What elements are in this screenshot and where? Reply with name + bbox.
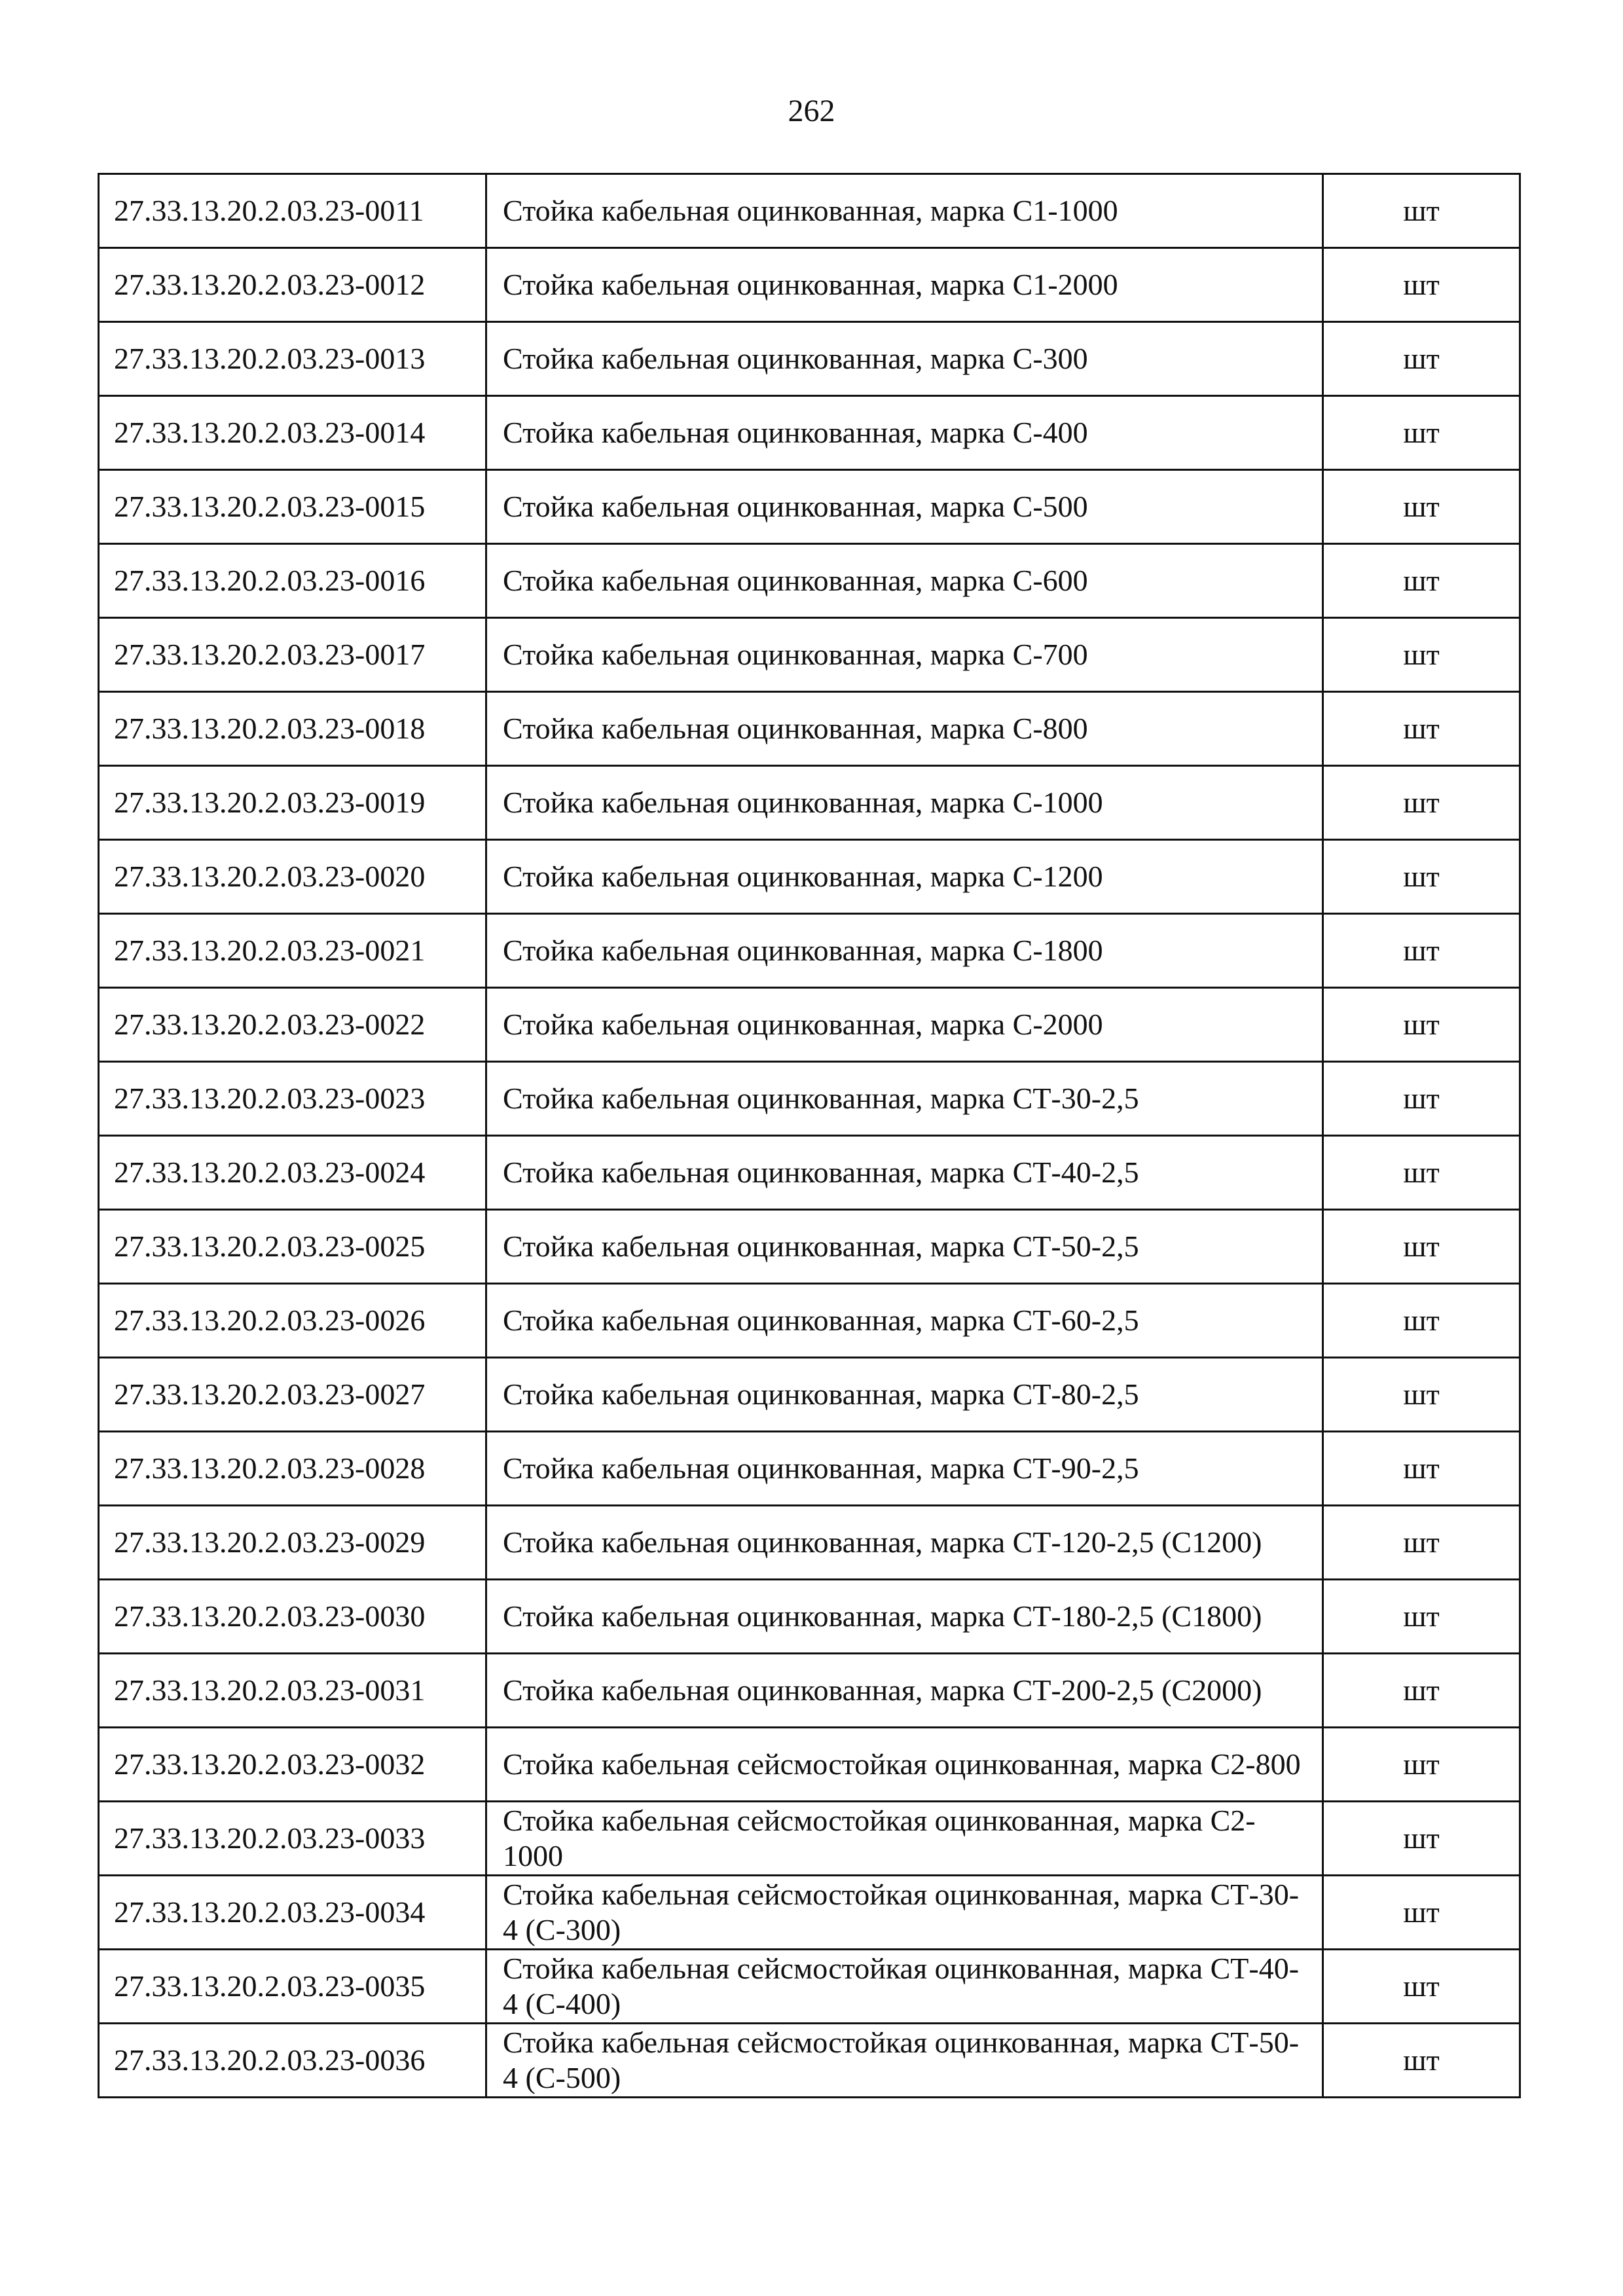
name-cell: Стойка кабельная оцинкованная, марка С-500 [486,470,1323,544]
name-cell: Стойка кабельная оцинкованная, марка С-1000 [486,766,1323,840]
unit-cell: шт [1323,544,1520,618]
unit-cell: шт [1323,470,1520,544]
name-cell: Стойка кабельная оцинкованная, марка С-1800 [486,914,1323,988]
unit-cell: шт [1323,1432,1520,1506]
code-cell: 27.33.13.20.2.03.23-0029 [99,1506,486,1580]
name-cell: Стойка кабельная оцинкованная, марка СТ-200-2,5 (С2000) [486,1654,1323,1728]
code-cell: 27.33.13.20.2.03.23-0018 [99,692,486,766]
table-row [99,1284,1520,1358]
unit-cell: шт [1323,840,1520,914]
name-cell: Стойка кабельная оцинкованная, марка С-2000 [486,988,1323,1062]
table-row [99,1728,1520,1802]
code-cell: 27.33.13.20.2.03.23-0014 [99,396,486,470]
code-cell: 27.33.13.20.2.03.23-0015 [99,470,486,544]
code-cell: 27.33.13.20.2.03.23-0011 [99,174,486,248]
unit-cell: шт [1323,2024,1520,2098]
table-row [99,1950,1520,2024]
table-row [99,840,1520,914]
unit-cell: шт [1323,692,1520,766]
catalog-table [98,173,1521,2098]
unit-cell: шт [1323,1728,1520,1802]
name-cell: Стойка кабельная оцинкованная, марка С-300 [486,322,1323,396]
table-row [99,1210,1520,1284]
name-cell: Стойка кабельная оцинкованная, марка С1-2000 [486,248,1323,322]
table-row [99,1580,1520,1654]
unit-cell: шт [1323,1284,1520,1358]
name-cell: Стойка кабельная оцинкованная, марка С-800 [486,692,1323,766]
code-cell: 27.33.13.20.2.03.23-0026 [99,1284,486,1358]
code-cell: 27.33.13.20.2.03.23-0013 [99,322,486,396]
table-row [99,766,1520,840]
unit-cell: шт [1323,1210,1520,1284]
table-row [99,248,1520,322]
code-cell: 27.33.13.20.2.03.23-0023 [99,1062,486,1136]
unit-cell: шт [1323,914,1520,988]
code-cell: 27.33.13.20.2.03.23-0024 [99,1136,486,1210]
table-row [99,322,1520,396]
unit-cell: шт [1323,1802,1520,1876]
name-cell: Стойка кабельная сейсмостойкая оцинкованная, марка СТ-30-4 (С-300) [486,1876,1323,1950]
code-cell: 27.33.13.20.2.03.23-0016 [99,544,486,618]
unit-cell: шт [1323,174,1520,248]
page-number: 262 [788,94,835,128]
table-row [99,1654,1520,1728]
code-cell: 27.33.13.20.2.03.23-0028 [99,1432,486,1506]
unit-cell: шт [1323,1358,1520,1432]
unit-cell: шт [1323,988,1520,1062]
name-cell: Стойка кабельная оцинкованная, марка С-1200 [486,840,1323,914]
name-cell: Стойка кабельная оцинкованная, марка С-600 [486,544,1323,618]
unit-cell: шт [1323,248,1520,322]
code-cell: 27.33.13.20.2.03.23-0019 [99,766,486,840]
table-row [99,470,1520,544]
unit-cell: шт [1323,396,1520,470]
name-cell: Стойка кабельная оцинкованная, марка СТ-50-2,5 [486,1210,1323,1284]
table-row [99,174,1520,248]
table-row [99,1432,1520,1506]
table-row [99,1136,1520,1210]
code-cell: 27.33.13.20.2.03.23-0021 [99,914,486,988]
code-cell: 27.33.13.20.2.03.23-0022 [99,988,486,1062]
name-cell: Стойка кабельная оцинкованная, марка СТ-30-2,5 [486,1062,1323,1136]
table-row [99,544,1520,618]
code-cell: 27.33.13.20.2.03.23-0017 [99,618,486,692]
table-row [99,618,1520,692]
unit-cell: шт [1323,1876,1520,1950]
catalog-table-body [99,174,1520,2098]
name-cell: Стойка кабельная оцинкованная, марка СТ-180-2,5 (С1800) [486,1580,1323,1654]
table-row [99,1358,1520,1432]
code-cell: 27.33.13.20.2.03.23-0012 [99,248,486,322]
unit-cell: шт [1323,1136,1520,1210]
table-row [99,692,1520,766]
table-row [99,1876,1520,1950]
name-cell: Стойка кабельная оцинкованная, марка СТ-40-2,5 [486,1136,1323,1210]
name-cell: Стойка кабельная оцинкованная, марка С-700 [486,618,1323,692]
code-cell: 27.33.13.20.2.03.23-0033 [99,1802,486,1876]
name-cell: Стойка кабельная оцинкованная, марка С1-1000 [486,174,1323,248]
code-cell: 27.33.13.20.2.03.23-0025 [99,1210,486,1284]
code-cell: 27.33.13.20.2.03.23-0031 [99,1654,486,1728]
code-cell: 27.33.13.20.2.03.23-0032 [99,1728,486,1802]
table-row [99,1062,1520,1136]
unit-cell: шт [1323,1950,1520,2024]
code-cell: 27.33.13.20.2.03.23-0027 [99,1358,486,1432]
code-cell: 27.33.13.20.2.03.23-0030 [99,1580,486,1654]
code-cell: 27.33.13.20.2.03.23-0036 [99,2024,486,2098]
unit-cell: шт [1323,1654,1520,1728]
name-cell: Стойка кабельная оцинкованная, марка СТ-60-2,5 [486,1284,1323,1358]
name-cell: Стойка кабельная сейсмостойкая оцинкованная, марка С2-1000 [486,1802,1323,1876]
code-cell: 27.33.13.20.2.03.23-0035 [99,1950,486,2024]
name-cell: Стойка кабельная оцинкованная, марка СТ-90-2,5 [486,1432,1323,1506]
name-cell: Стойка кабельная сейсмостойкая оцинкованная, марка С2-800 [486,1728,1323,1802]
name-cell: Стойка кабельная сейсмостойкая оцинкованная, марка СТ-40-4 (С-400) [486,1950,1323,2024]
table-row [99,914,1520,988]
unit-cell: шт [1323,618,1520,692]
code-cell: 27.33.13.20.2.03.23-0034 [99,1876,486,1950]
table-row [99,988,1520,1062]
code-cell: 27.33.13.20.2.03.23-0020 [99,840,486,914]
name-cell: Стойка кабельная оцинкованная, марка С-400 [486,396,1323,470]
name-cell: Стойка кабельная сейсмостойкая оцинкованная, марка СТ-50-4 (С-500) [486,2024,1323,2098]
name-cell: Стойка кабельная оцинкованная, марка СТ-120-2,5 (С1200) [486,1506,1323,1580]
unit-cell: шт [1323,1062,1520,1136]
unit-cell: шт [1323,1580,1520,1654]
unit-cell: шт [1323,766,1520,840]
name-cell: Стойка кабельная оцинкованная, марка СТ-80-2,5 [486,1358,1323,1432]
unit-cell: шт [1323,322,1520,396]
table-row [99,2024,1520,2098]
unit-cell: шт [1323,1506,1520,1580]
table-row [99,396,1520,470]
table-row [99,1802,1520,1876]
table-row [99,1506,1520,1580]
